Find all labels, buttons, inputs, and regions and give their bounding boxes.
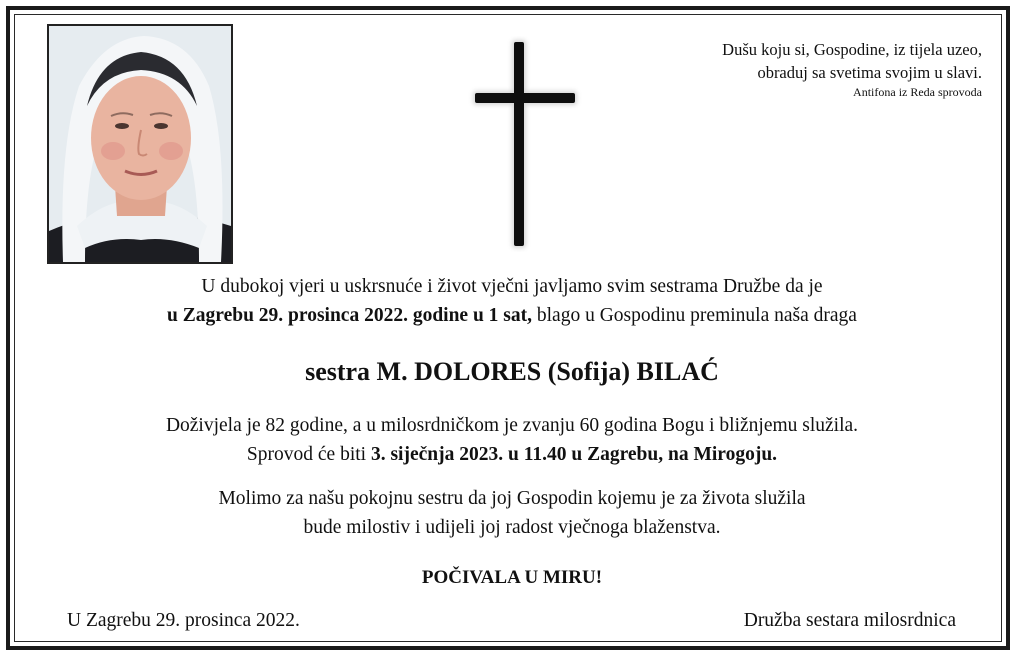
portrait-photo [47, 24, 233, 264]
announcement-line-2-rest: blago u Gospodinu preminula naša draga [532, 305, 857, 326]
deceased-name: sestra M. DOLORES (Sofija) BILAĆ [305, 357, 719, 386]
death-date-place: u Zagrebu 29. prosinca 2022. godine u 1 sat, [167, 305, 533, 326]
details-line-1: Doživjela je 82 godine, a u milosrdničkom je zvanju 60 godina Bogu i bližnjemu služila. [165, 415, 859, 436]
funeral-date-place: 3. siječnja 2023. u 11.40 u Zagrebu, na Mirogoju. [370, 444, 778, 465]
footer-signature: Družba sestara milosrdnica [743, 610, 956, 631]
verse-source: Antifona iz Reda sprovoda [853, 85, 982, 99]
verse-line-1: Dušu koju si, Gospodine, iz tijela uzeo, [722, 40, 982, 59]
rest-in-peace: POČIVALA U MIRU! [421, 567, 603, 588]
prayer-line-1: Molimo za našu pokojnu sestru da joj Gospodin kojemu je za života služila [218, 488, 806, 509]
prayer-line-2: bude milostiv i udijeli joj radost vječnoga blaženstva. [303, 517, 721, 538]
details-line-2 [30, 440, 994, 469]
details-paragraph [30, 411, 994, 469]
verse-line-2: obraduj sa svetima svojim u slavi. [757, 63, 982, 82]
funeral-prefix: Sprovod će biti [246, 444, 371, 465]
verse-block [562, 38, 982, 100]
announcement-paragraph [30, 272, 994, 330]
footer-place-date: U Zagrebu 29. prosinca 2022. [67, 610, 300, 631]
announcement-line-1: U dubokoj vjeri u uskrsnuće i život vječni javljamo svim sestrama Družbe da je [201, 276, 823, 297]
announcement-line-2 [30, 301, 994, 330]
prayer-paragraph [30, 484, 994, 542]
